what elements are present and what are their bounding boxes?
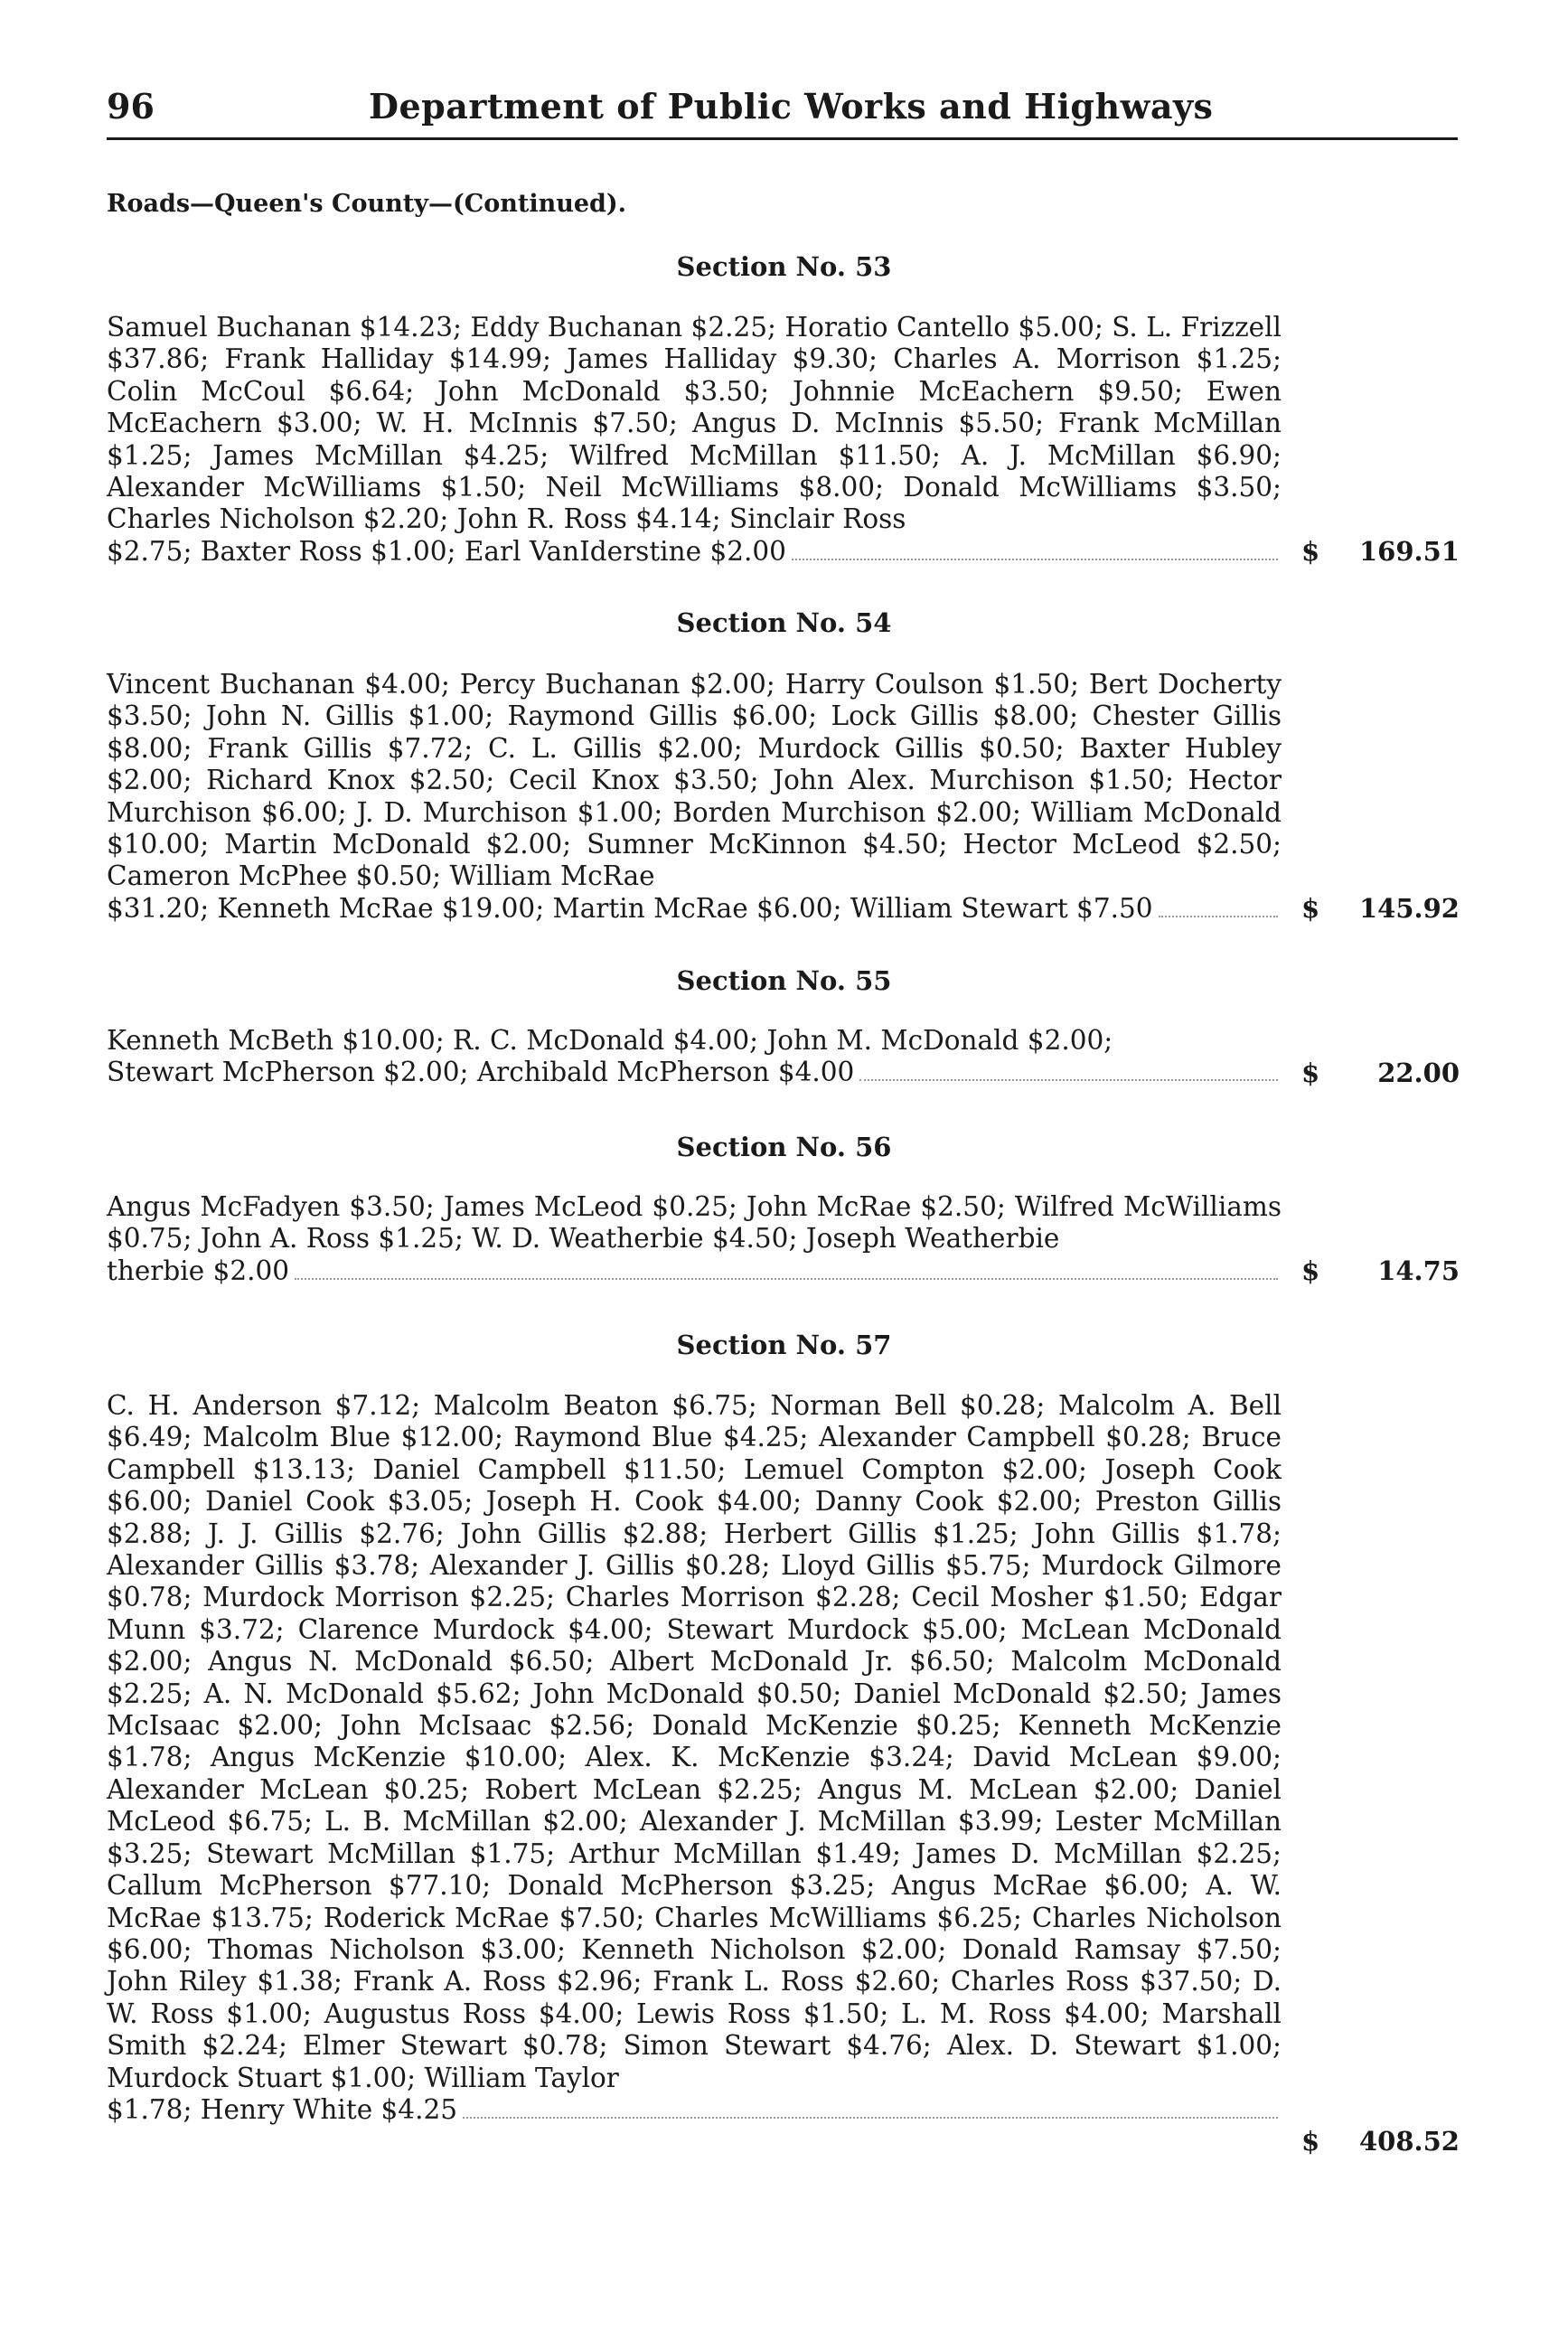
total-amount: 408.52	[1359, 2126, 1460, 2157]
dot-leader	[792, 558, 1278, 560]
page-header	[107, 86, 1458, 140]
entry-text: Samuel Buchanan $14.23; Eddy Buchanan $2.25; Horatio Cantello $5.00; S. L. Frizzell $37.86; Frank Halliday $14.99; James Halliday $9.30; Charles A. Morrison $1.25; Colin McCoul $6.64; John McDonald $3.50; Johnnie McEachern $9.50; Ewen McEachern $3.00; W. H. McInnis $7.50; Angus D. McInnis $5.50; Frank McMillan $1.25; James McMillan $4.25; Wilfred McMillan $11.50; A. J. McMillan $6.90; Alexander McWilliams $1.50; Neil McWilliams $8.00; Donald McWilliams $3.50; Charles Nicholson $2.20; John R. Ross $4.14; Sinclair Ross	[107, 312, 1282, 535]
entry-last-line	[107, 2094, 1282, 2126]
dollar-sign: $	[1301, 893, 1320, 924]
dot-leader	[859, 1078, 1278, 1081]
dollar-sign: $	[1301, 1058, 1320, 1088]
section-heading: Section No. 54	[676, 607, 892, 638]
total-amount: 22.00	[1377, 1058, 1460, 1088]
section-heading: Section No. 57	[676, 1330, 892, 1360]
dollar-sign: $	[1301, 536, 1320, 567]
entry-text: C. H. Anderson $7.12; Malcolm Beaton $6.75; Norman Bell $0.28; Malcolm A. Bell $6.49; Malcolm Blue $12.00; Raymond Blue $4.25; Alexander Campbell $0.28; Bruce Campbell $13.13; Daniel Campbell $11.50; Lemuel Compton $2.00; Joseph Cook $6.00; Daniel Cook $3.05; Joseph H. Cook $4.00; Danny Cook $2.00; Preston Gillis $2.88; J. J. Gillis $2.76; John Gillis $2.88; Herbert Gillis $1.25; John Gillis $1.78; Alexander Gillis $3.78; Alexander J. Gillis $0.28; Lloyd Gillis $5.75; Murdock Gilmore $0.78; Murdock Morrison $2.25; Charles Morrison $2.28; Cecil Mosher $1.50; Edgar Munn $3.72; Clarence Murdock $4.00; Stewart Murdock $5.00; McLean McDonald $2.00; Angus N. McDonald $6.50; Albert McDonald Jr. $6.50; Malcolm McDonald $2.25; A. N. McDonald $5.62; John McDonald $0.50; Daniel McDonald $2.50; James McIsaac $2.00; John McIsaac $2.56; Donald McKenzie $0.25; Kenneth McKenzie $1.78; Angus McKenzie $10.00; Alex. K. McKenzie $3.24; David McLean $9.00; Alexander McLean $0.25; Robert McLean $2.25; Angus M. McLean $2.00; Daniel McLeod $6.75; L. B. McMillan $2.00; Alexander J. McMillan $3.99; Lester McMillan $3.25; Stewart McMillan $1.75; Arthur McMillan $1.49; James D. McMillan $2.25; Callum McPherson $77.10; Donald McPherson $3.25; Angus McRae $6.00; A. W. McRae $13.75; Roderick McRae $7.50; Charles McWilliams $6.25; Charles Nicholson $6.00; Thomas Nicholson $3.00; Kenneth Nicholson $2.00; Donald Ramsay $7.50; John Riley $1.38; Frank A. Ross $2.96; Frank L. Ross $2.60; Charles Ross $37.50; D. W. Ross $1.00; Augustus Ross $4.00; Lewis Ross $1.50; L. M. Ross $4.00; Marshall Smith $2.24; Elmer Stewart $0.78; Simon Stewart $4.76; Alex. D. Stewart $1.00; Murdock Stuart $1.00; William Taylor	[107, 1390, 1282, 2093]
dollar-sign: $	[1301, 1255, 1320, 1286]
section-heading: Section No. 55	[676, 965, 892, 996]
header-rule	[107, 137, 1458, 140]
entry-text: Kenneth McBeth $10.00; R. C. McDonald $4.00; John M. McDonald $2.00;	[107, 1025, 1113, 1056]
entry-last-line	[107, 1255, 1282, 1287]
entry-last-line	[107, 893, 1282, 925]
section-heading: Section No. 56	[676, 1132, 892, 1162]
section-heading: Section No. 53	[676, 251, 892, 282]
entry-text: Vincent Buchanan $4.00; Percy Buchanan $2.00; Harry Coulson $1.50; Bert Docherty $3.50; John N. Gillis $1.00; Raymond Gillis $6.00; Lock Gillis $8.00; Chester Gillis $8.00; Frank Gillis $7.72; C. L. Gillis $2.00; Murdock Gillis $0.50; Baxter Hubley $2.00; Richard Knox $2.50; Cecil Knox $3.50; John Alex. Murchison $1.50; Hector Murchison $6.00; J. D. Murchison $1.00; Borden Murchison $2.00; William McDonald $10.00; Martin McDonald $2.00; Sumner McKinnon $4.50; Hector McLeod $2.50; Cameron McPhee $0.50; William McRae	[107, 669, 1282, 892]
entry-last-line	[107, 536, 1282, 568]
entry-last-line-text: $2.75; Baxter Ross $1.00; Earl VanIderstine $2.00	[107, 535, 786, 567]
entry-last-line-text: $1.78; Henry White $4.25	[107, 2093, 457, 2125]
entry-last-line-text: Stewart McPherson $2.00; Archibald McPherson $4.00	[107, 1057, 855, 1088]
dot-leader	[463, 2116, 1278, 2119]
entry-last-line-text: therbie $2.00	[107, 1255, 290, 1286]
section-entry	[107, 1390, 1282, 2126]
dot-leader	[295, 1277, 1278, 1280]
section-entry	[107, 312, 1282, 568]
dot-leader	[1159, 915, 1278, 917]
total-amount: 145.92	[1359, 893, 1460, 924]
entry-text: Angus McFadyen $3.50; James McLeod $0.25; John McRae $2.50; Wilfred McWilliams $0.75; John A. Ross $1.25; W. D. Weatherbie $4.50; Joseph Weatherbie	[107, 1191, 1282, 1255]
running-title: Department of Public Works and Highways	[369, 86, 1214, 127]
continuation-heading: Roads—Queen's County—(Continued).	[107, 190, 627, 218]
entry-last-line-text: $31.20; Kenneth McRae $19.00; Martin McRae $6.00; William Stewart $7.50	[107, 892, 1153, 924]
dollar-sign: $	[1301, 2126, 1320, 2157]
section-entry	[107, 1191, 1282, 1287]
total-amount: 169.51	[1359, 536, 1460, 567]
section-entry	[107, 669, 1282, 925]
entry-last-line	[107, 1057, 1282, 1088]
page-number: 96	[107, 86, 155, 127]
total-amount: 14.75	[1377, 1255, 1460, 1286]
section-entry	[107, 1025, 1282, 1089]
